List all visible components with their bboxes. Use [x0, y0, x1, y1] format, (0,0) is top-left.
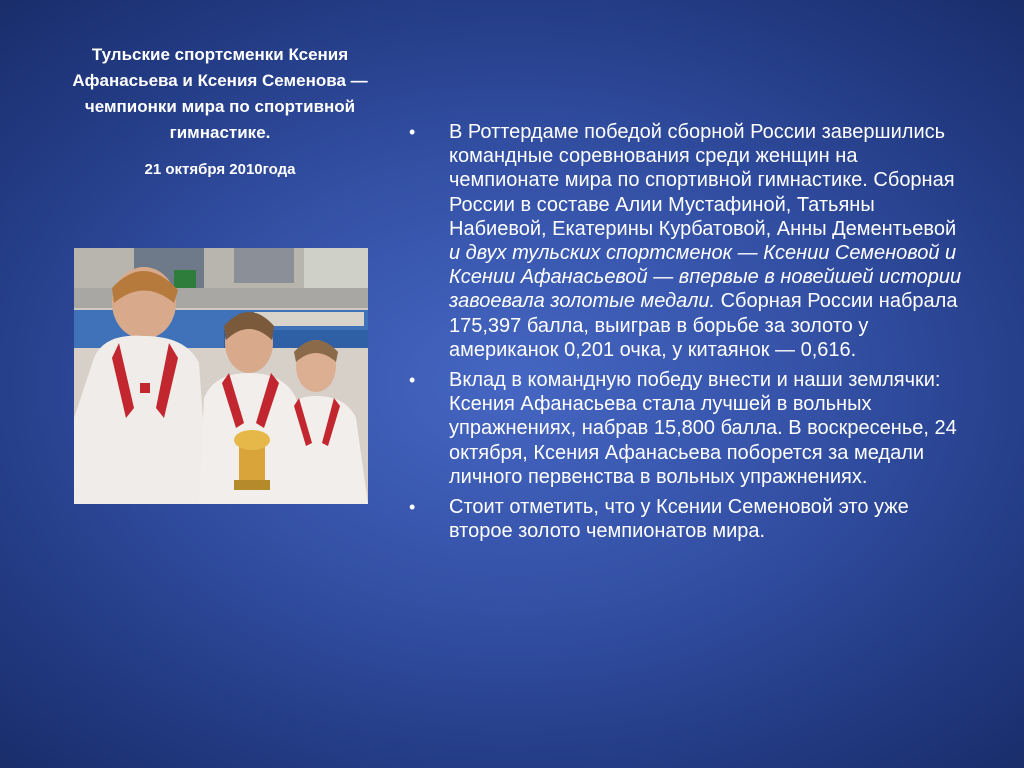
bullet-1-text-start: В Роттердаме победой сборной России завершились командные соревнования среди женщин на чемпионате мира по спортивной гимнастике. Сборная России в составе Алии Мустафиной, Татьяны Набиевой, Екатерины Курбатовой, Анны Дементьевой [449, 121, 957, 240]
content-area [405, 120, 970, 549]
bullet-icon: • [409, 122, 416, 142]
bullet-icon: • [409, 370, 416, 391]
bullet-item-3 [405, 495, 970, 543]
bullet-item-1 [405, 120, 970, 362]
title-block [45, 42, 395, 180]
slide-date: 21 октября 2010года [144, 161, 296, 178]
bullet-list [405, 120, 970, 543]
gymnasts-photo-drawing [74, 248, 368, 504]
bullet-1-text-end: Сборная России набрала 175,397 балла, выиграв в борьбе за золото у американок 0,201 очка, у китаянок — 0,616. [449, 290, 958, 361]
bullet-item-2 [405, 368, 970, 489]
bullet-2-text: Вклад в командную победу внести и наши землячки: Ксения Афанасьева стала лучшей в вольных упражнениях, набрав 15,800 балла. В воскресенье, 24 октября, Ксения Афанасьева поборется за медали личного первенства в вольных упражнениях. [449, 369, 957, 488]
bullet-1-italic-text: и двух тульских спортсменок — Ксении Семеновой и Ксении Афанасьевой — впервые в новейшей истории завоевала золотые медали. [449, 242, 962, 313]
bullet-icon: • [409, 497, 416, 518]
bullet-3-text: Стоит отметить, что у Ксении Семеновой это уже второе золото чемпионатов мира. [449, 496, 909, 543]
gymnasts-photo [74, 248, 368, 504]
slide-title: Тульские спортсменки Ксения Афанасьева и Ксения Семенова — чемпионки мира по спортивной гимнастике. [72, 45, 368, 142]
